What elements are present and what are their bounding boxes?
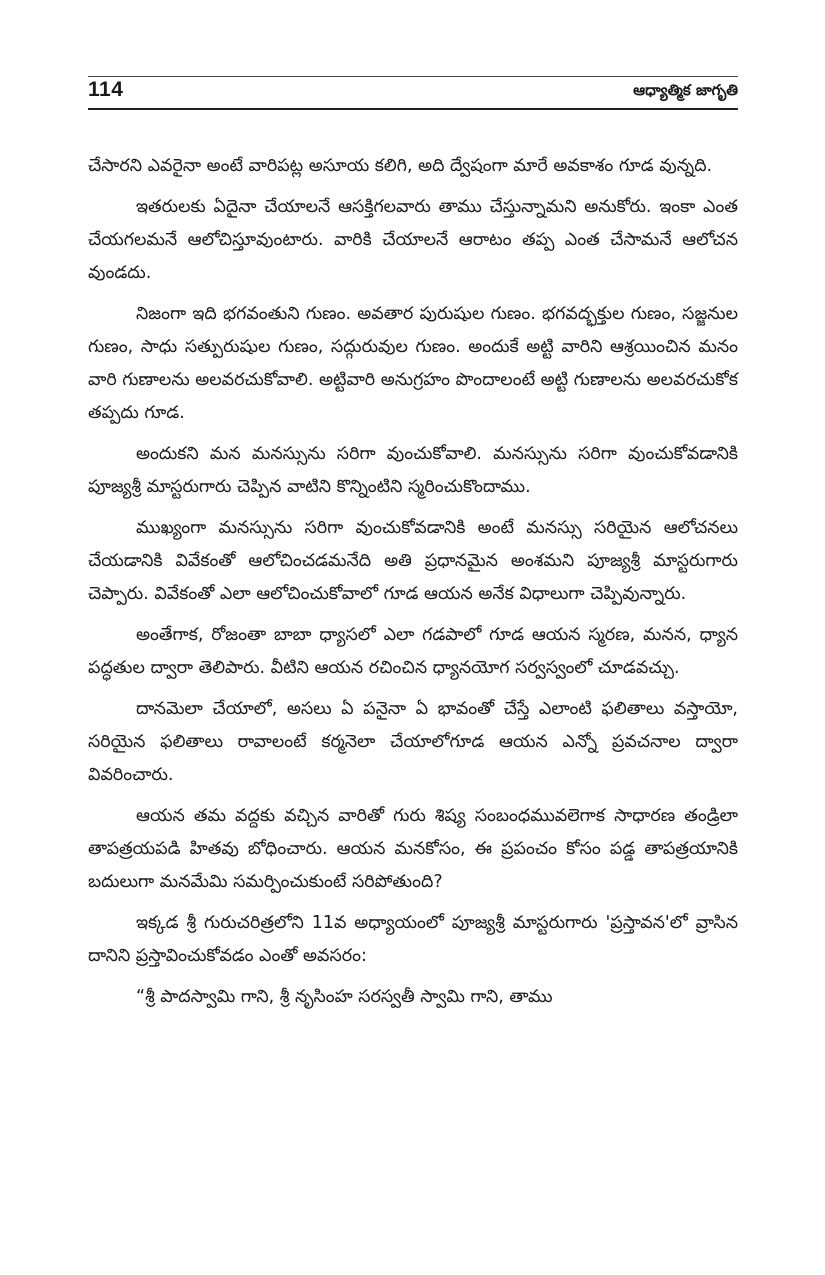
paragraph: అందుకని మన మనస్సును సరిగా వుంచుకోవాలి. మనస్సును సరిగా వుంచుకోవడానికి పూజ్యశ్రీ మాస్టరుగారు చెప్పిన వాటిని కొన్నింటిని స్మరించుకొందాము. — [88, 444, 738, 497]
paragraph: ఇక్కడ శ్రీ గురుచరిత్రలోని 11వ అధ్యాయంలో పూజ్యశ్రీ మాస్టరుగారు 'ప్రస్తావన'లో వ్రాసిన దానిని ప్రస్తావించుకోవడం ఎంతో అవసరం: — [88, 913, 738, 966]
paragraph: చేసారని ఎవరైనా అంటే వారిపట్ల అసూయ కలిగి, అది ద్వేషంగా మారే అవకాశం గూడ వున్నది. — [88, 156, 713, 176]
paragraph: ఇతరులకు ఏదైనా చేయాలనే ఆసక్తిగలవారు తాము చేస్తున్నామని అనుకోరు. ఇంకా ఎంత చేయగలమనే ఆలోచిస్తూవుంటారు. వారికి చేయాలనే ఆరాటం తప్ప ఎంత చేసామనే ఆలోచన వుండదు. — [88, 197, 738, 283]
page-number: 114 — [88, 78, 124, 101]
page-header — [88, 72, 738, 110]
paragraph: ఆయన తమ వద్దకు వచ్చిన వారితో గురు శిష్య సంబంధమువలెగాక సాధారణ తండ్రిలా తాపత్రయపడి హితవు బోధించారు. ఆయన మనకోసం, ఈ ప్రపంచం కోసం పడ్డ తాపత్రయానికి బదులుగా మనమేమి సమర్పించుకుంటే సరిపోతుంది? — [88, 806, 738, 892]
paragraph: నిజంగా ఇది భగవంతుని గుణం. అవతార పురుషుల గుణం. భగవద్భక్తుల గుణం, సజ్జనుల గుణం, సాధు సత్పురుషుల గుణం, సద్గురువుల గుణం. అందుకే అట్టి వారిని ఆశ్రయించిన మనం వారి గుణాలను అలవరచుకోవాలి. అట్టివారి అనుగ్రహం పొందాలంటే అట్టి గుణాలను అలవరచుకోక తప్పదు గూడ. — [88, 304, 738, 423]
body-text — [88, 150, 738, 1014]
paragraph: అంతేగాక, రోజంతా బాబా ధ్యాసలో ఎలా గడపాలో గూడ ఆయన స్మరణ, మనన, ధ్యాన పద్ధతుల ద్వారా తెలిపారు. వీటిని ఆయన రచించిన ధ్యానయోగ సర్వస్వంలో చూడవచ్చు. — [88, 625, 738, 678]
paragraph: దానమెలా చేయాలో, అసలు ఏ పనైనా ఏ భావంతో చేస్తే ఎలాంటి ఫలితాలు వస్తాయో, సరియైన ఫలితాలు రావాలంటే కర్మనెలా చేయాలోగూడ ఆయన ఎన్నో ప్రవచనాల ద్వారా వివరించారు. — [88, 699, 738, 785]
paragraph: ముఖ్యంగా మనస్సును సరిగా వుంచుకోవడానికి అంటే మనస్సు సరియైన ఆలోచనలు చేయడానికి వివేకంతో ఆలోచించడమనేది అతి ప్రధానమైన అంశమని పూజ్యశ్రీ మాస్టరుగారు చెప్పారు. వివేకంతో ఎలా ఆలోచించుకోవాలో గూడ ఆయన అనేక విధాలుగా చెప్పివున్నారు. — [88, 518, 738, 604]
running-title: ఆధ్యాత్మిక జాగృతి — [633, 81, 738, 99]
paragraph: “శ్రీ పాదస్వామి గాని, శ్రీ నృసింహ సరస్వతీ స్వామి గాని, తాము — [136, 987, 553, 1007]
book-page — [88, 72, 738, 1022]
